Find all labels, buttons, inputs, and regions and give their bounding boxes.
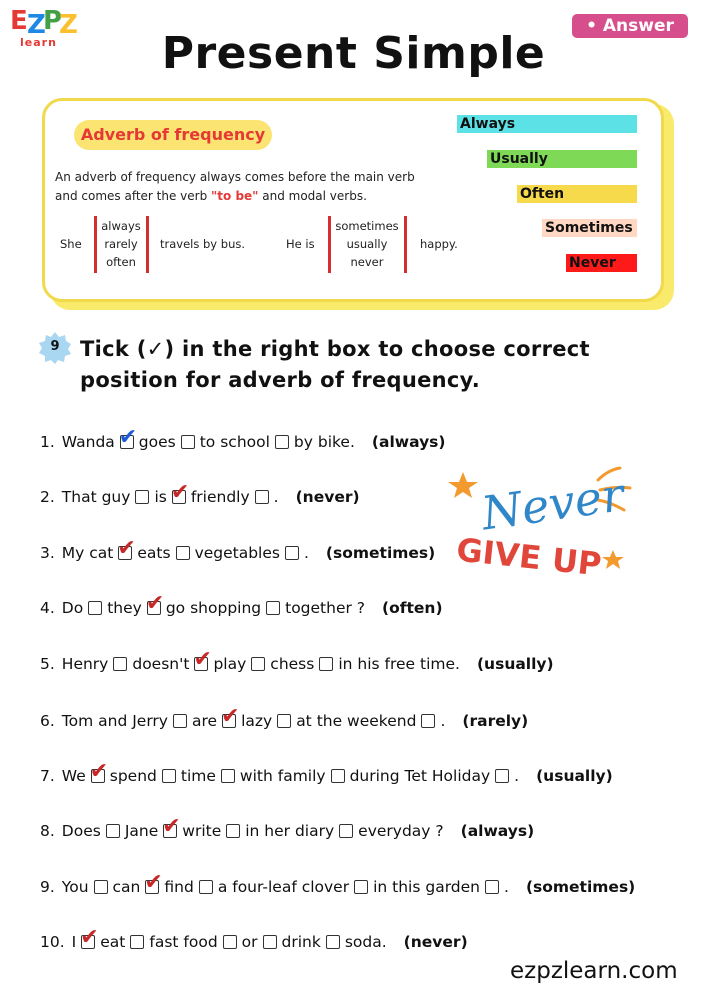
info-description xyxy=(55,168,435,206)
answer-checkbox[interactable] xyxy=(135,490,149,504)
sticker-giveup-text: GIVE UP xyxy=(454,530,604,584)
item-word: That guy xyxy=(61,488,131,506)
item-word: find xyxy=(164,878,194,896)
answer-checkbox[interactable] xyxy=(263,935,277,949)
checkmark-icon: ✔ xyxy=(162,814,181,839)
item-adverb: (always) xyxy=(460,822,535,840)
item-word: . xyxy=(514,767,520,785)
exercise-item xyxy=(40,647,554,676)
example1-adverbs xyxy=(97,217,145,271)
answer-checkbox[interactable] xyxy=(89,759,109,784)
item-number: 2. xyxy=(40,488,55,506)
item-word: spend xyxy=(109,767,157,785)
exercise-item xyxy=(40,814,535,843)
desc-text-end: and modal verbs. xyxy=(258,189,367,203)
example2-adverb: usually xyxy=(346,237,388,251)
item-word: lazy xyxy=(241,712,273,730)
item-number: 3. xyxy=(40,544,55,562)
exercise-item xyxy=(40,759,613,788)
answer-checkbox[interactable] xyxy=(339,824,353,838)
answer-checkbox[interactable] xyxy=(162,769,176,783)
item-word: together ? xyxy=(285,599,366,617)
scale-always: Always xyxy=(457,115,637,133)
item-word: goes xyxy=(138,433,176,451)
example-divider xyxy=(404,216,407,273)
answer-checkbox[interactable] xyxy=(106,824,120,838)
item-adverb: (never) xyxy=(295,488,360,506)
answer-checkbox[interactable] xyxy=(326,935,340,949)
item-word: chess xyxy=(270,655,315,673)
info-heading: Adverb of frequency xyxy=(74,120,272,150)
exercise-item xyxy=(40,925,468,954)
exercise-item xyxy=(40,870,636,899)
item-word: drink xyxy=(281,933,321,951)
checkmark-icon: ✔ xyxy=(118,425,138,450)
scale-never: Never xyxy=(566,254,637,272)
exercise-item xyxy=(40,591,443,620)
answer-checkbox[interactable] xyxy=(285,546,299,560)
answer-checkbox[interactable] xyxy=(421,714,435,728)
example1-adverb: always xyxy=(101,219,141,233)
item-adverb: (usually) xyxy=(476,655,554,673)
example1-rest: travels by bus. xyxy=(160,237,246,251)
item-word: . xyxy=(504,878,509,896)
answer-checkbox[interactable] xyxy=(319,657,333,671)
answer-checkbox[interactable] xyxy=(221,704,240,729)
item-number: 1. xyxy=(40,433,55,451)
checkmark-icon: ✔ xyxy=(221,704,240,729)
item-word: go shopping xyxy=(165,599,262,617)
item-word: by bike. xyxy=(293,433,355,451)
example2-adverbs xyxy=(331,217,403,271)
answer-checkbox[interactable] xyxy=(354,880,368,894)
exercise-instruction: Tick (✓) in the right box to choose correct position for adverb of frequency. xyxy=(80,337,590,392)
item-word: time xyxy=(180,767,216,785)
answer-checkbox[interactable] xyxy=(170,480,190,505)
item-adverb: (sometimes) xyxy=(525,878,636,896)
item-word: doesn't xyxy=(132,655,190,673)
logo-letter: P xyxy=(43,6,63,36)
example2-adverb: sometimes xyxy=(335,219,399,233)
answer-checkbox[interactable] xyxy=(181,435,195,449)
checkmark-icon: ✔ xyxy=(144,870,163,895)
item-word: eats xyxy=(137,544,171,562)
item-word: in this garden xyxy=(373,878,480,896)
logo-letter: E xyxy=(10,6,28,36)
exercise-item xyxy=(40,704,529,733)
item-number: 8. xyxy=(40,822,55,840)
checkmark-icon: ✔ xyxy=(170,480,190,505)
item-number: 9. xyxy=(40,878,55,896)
item-word: at the weekend xyxy=(296,712,417,730)
desc-text: An adverb of frequency always comes before the main verb and comes after the verb xyxy=(55,170,415,203)
scale-usually: Usually xyxy=(487,150,637,168)
sticker-never-text: Never xyxy=(478,467,628,541)
item-word: friendly xyxy=(190,488,250,506)
answer-checkbox[interactable] xyxy=(173,714,187,728)
page-title: Present Simple xyxy=(161,28,546,79)
example2-subject: He is xyxy=(286,237,315,251)
item-number: 10. xyxy=(40,933,65,951)
item-number: 5. xyxy=(40,655,55,673)
answer-checkbox[interactable] xyxy=(275,435,289,449)
item-word: My cat xyxy=(61,544,114,562)
item-word: are xyxy=(191,712,218,730)
answer-checkbox[interactable] xyxy=(277,714,291,728)
star-icon xyxy=(448,472,478,498)
answer-checkbox[interactable] xyxy=(88,601,102,615)
exercise-number: 9 xyxy=(50,339,60,354)
item-word: is xyxy=(154,488,167,506)
answer-checkbox[interactable] xyxy=(145,591,165,616)
desc-highlight: "to be" xyxy=(211,189,259,203)
answer-checkbox[interactable] xyxy=(130,935,144,949)
item-number: 6. xyxy=(40,712,55,730)
never-give-up-sticker xyxy=(448,450,648,590)
answer-checkbox[interactable] xyxy=(223,935,237,949)
answer-checkbox[interactable] xyxy=(485,880,499,894)
answer-checkbox[interactable] xyxy=(255,490,269,504)
item-word: a four-leaf clover xyxy=(217,878,350,896)
exercise-item xyxy=(40,425,446,454)
logo-letter: Z xyxy=(59,10,78,40)
example1-adverb: often xyxy=(106,255,136,269)
item-word: or xyxy=(241,933,258,951)
answer-checkbox[interactable] xyxy=(118,425,138,450)
item-word: eat xyxy=(100,933,126,951)
item-word: Tom and Jerry xyxy=(61,712,168,730)
item-word: Wanda xyxy=(61,433,115,451)
item-adverb: (never) xyxy=(403,933,468,951)
item-word: they xyxy=(107,599,142,617)
answer-checkbox[interactable] xyxy=(226,824,240,838)
item-word: Jane xyxy=(124,822,159,840)
checkmark-icon: ✔ xyxy=(80,925,99,950)
answer-checkbox[interactable] xyxy=(199,880,213,894)
item-word: soda. xyxy=(344,933,387,951)
example2-rest: happy. xyxy=(420,237,458,251)
item-word: in her diary xyxy=(245,822,335,840)
item-number: 4. xyxy=(40,599,55,617)
item-word: . xyxy=(303,544,309,562)
example1-subject: She xyxy=(60,237,82,251)
item-word: We xyxy=(61,767,86,785)
example2-adverb: never xyxy=(350,255,384,269)
example-divider xyxy=(146,216,149,273)
item-adverb: (often) xyxy=(382,599,443,617)
exercise-item xyxy=(40,480,360,509)
answer-checkbox[interactable] xyxy=(80,925,99,950)
checkmark-icon: ✔ xyxy=(193,647,212,672)
answer-checkbox[interactable] xyxy=(176,546,190,560)
answer-checkbox[interactable] xyxy=(251,657,265,671)
answer-checkbox[interactable] xyxy=(113,657,127,671)
item-adverb: (always) xyxy=(371,433,446,451)
item-adverb: (sometimes) xyxy=(325,544,436,562)
star-icon xyxy=(602,550,624,569)
logo-subtext: learn xyxy=(20,36,57,49)
example1-adverb: rarely xyxy=(104,237,138,251)
site-footer: ezpzlearn.com xyxy=(510,958,678,984)
logo-letter: Z xyxy=(27,10,46,40)
item-word: can xyxy=(112,878,141,896)
answer-checkbox[interactable] xyxy=(193,647,212,672)
item-word: to school xyxy=(199,433,270,451)
item-word: with family xyxy=(239,767,326,785)
item-word: vegetables xyxy=(194,544,280,562)
item-word: Do xyxy=(61,599,84,617)
scale-often: Often xyxy=(517,185,637,203)
item-word: in his free time. xyxy=(338,655,460,673)
item-word: You xyxy=(61,878,89,896)
exercise-number-badge xyxy=(38,331,72,365)
answer-checkbox[interactable] xyxy=(94,880,108,894)
item-word: play xyxy=(213,655,247,673)
item-word: . xyxy=(273,488,279,506)
answer-checkbox[interactable] xyxy=(117,536,136,561)
item-word: Henry xyxy=(61,655,109,673)
exercise-item xyxy=(40,536,436,565)
checkmark-icon: ✔ xyxy=(89,759,109,784)
answer-checkbox[interactable] xyxy=(495,769,509,783)
answer-checkbox[interactable] xyxy=(144,870,163,895)
answer-checkbox[interactable] xyxy=(162,814,181,839)
answer-checkbox[interactable] xyxy=(266,601,280,615)
answer-checkbox[interactable] xyxy=(221,769,235,783)
item-word: during Tet Holiday xyxy=(349,767,491,785)
answer-badge: • Answer xyxy=(572,14,688,38)
item-adverb: (rarely) xyxy=(462,712,529,730)
item-word: write xyxy=(182,822,222,840)
answer-checkbox[interactable] xyxy=(331,769,345,783)
item-word: . xyxy=(440,712,446,730)
checkmark-icon: ✔ xyxy=(145,591,165,616)
item-adverb: (usually) xyxy=(536,767,613,785)
item-number: 7. xyxy=(40,767,55,785)
item-word: Does xyxy=(61,822,101,840)
item-word: fast food xyxy=(149,933,218,951)
item-word: I xyxy=(71,933,77,951)
sticker-art xyxy=(448,450,648,590)
checkmark-icon: ✔ xyxy=(117,536,136,561)
item-word: everyday ? xyxy=(358,822,444,840)
scale-sometimes: Sometimes xyxy=(542,219,637,237)
